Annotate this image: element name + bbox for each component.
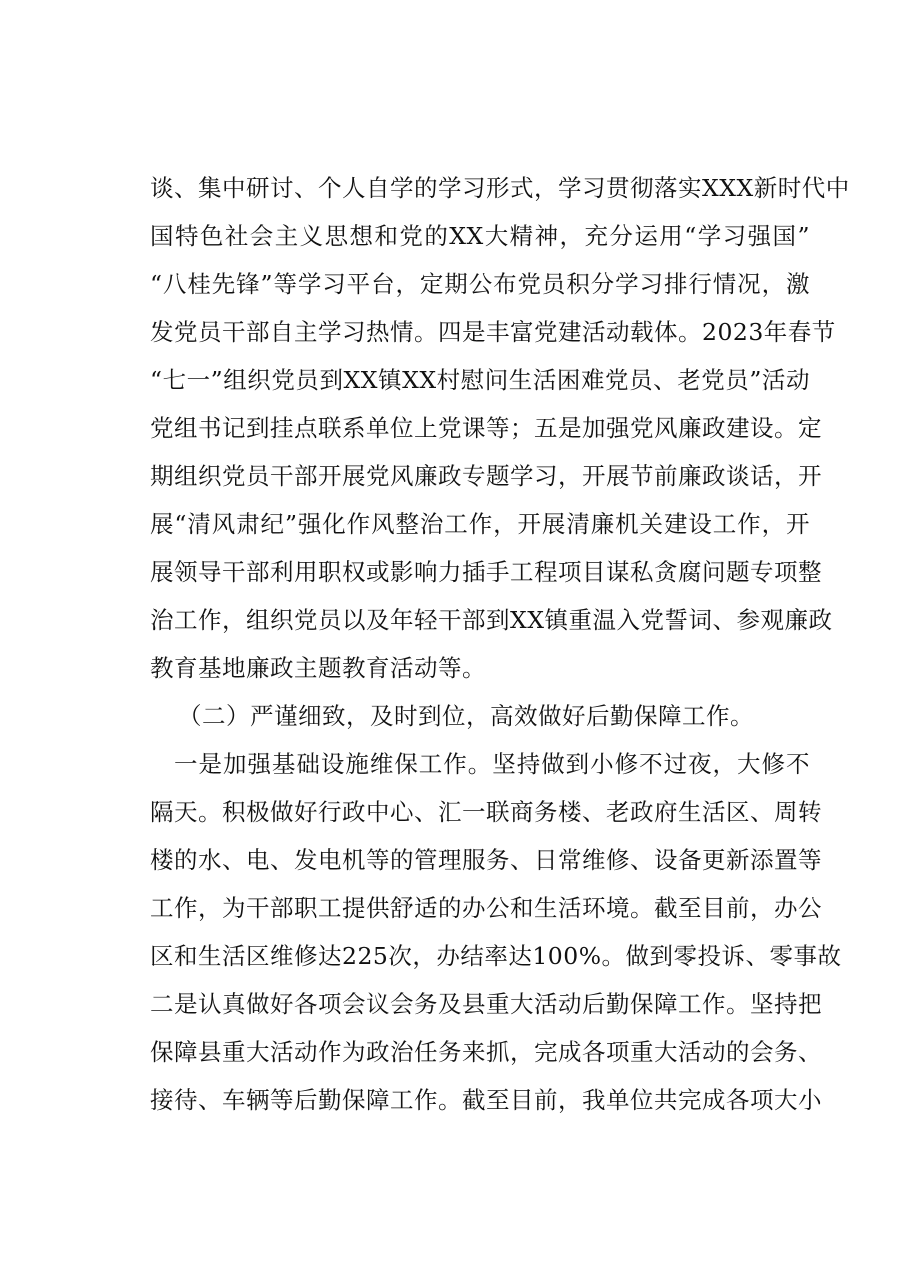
text-line: 保障县重大活动作为政治任务来抓，完成各项重大活动的会务、 [150,1038,822,1066]
body-text [150,164,850,1124]
text-line: 国特色社会主义思想和党的XX大精神，充分运用“学习强国” [150,222,810,250]
text-line: 接待、车辆等后勤保障工作。截至目前，我单位共完成各项大小 [150,1086,822,1114]
text-line: “八桂先锋”等学习平台，定期公布党员积分学习排行情况，激 [150,270,810,298]
text-line: 区和生活区维修达225次，办结率达100%。做到零投诉、零事故 [150,942,842,970]
text-line: 党组书记到挂点联系单位上党课等；五是加强党风廉政建设。定 [150,414,822,442]
text-line: 谈、集中研讨、个人自学的学习形式，学习贯彻落实XXX新时代中 [150,174,850,202]
text-line: 工作，为干部职工提供舒适的办公和生活环境。截至目前，办公 [150,894,822,922]
text-line: 发党员干部自主学习热情。四是丰富党建活动载体。2023年春节 [150,318,836,346]
text-line: 二是认真做好各项会议会务及县重大活动后勤保障工作。坚持把 [150,990,822,1018]
paragraph-first-line: 一是加强基础设施维保工作。坚持做到小修不过夜，大修不 [174,750,810,778]
text-line: 治工作，组织党员以及年轻干部到XX镇重温入党誓词、参观廉政 [150,606,833,634]
text-line: 展“清风肃纪”强化作风整治工作，开展清廉机关建设工作，开 [150,510,810,538]
text-line: “七一”组织党员到XX镇XX村慰问生活困难党员、老党员”活动 [150,366,810,394]
text-line: 隔天。积极做好行政中心、汇一联商务楼、老政府生活区、周转 [150,798,822,826]
text-line: 楼的水、电、发电机等的管理服务、日常维修、设备更新添置等 [150,846,822,874]
text-line: 展领导干部利用职权或影响力插手工程项目谋私贪腐问题专项整 [150,558,822,586]
text-line: 教育基地廉政主题教育活动等。 [150,654,486,682]
section-heading: （二）严谨细致，及时到位，高效做好后勤保障工作。 [178,702,754,730]
text-line: 期组织党员干部开展党风廉政专题学习，开展节前廉政谈话，开 [150,462,822,490]
